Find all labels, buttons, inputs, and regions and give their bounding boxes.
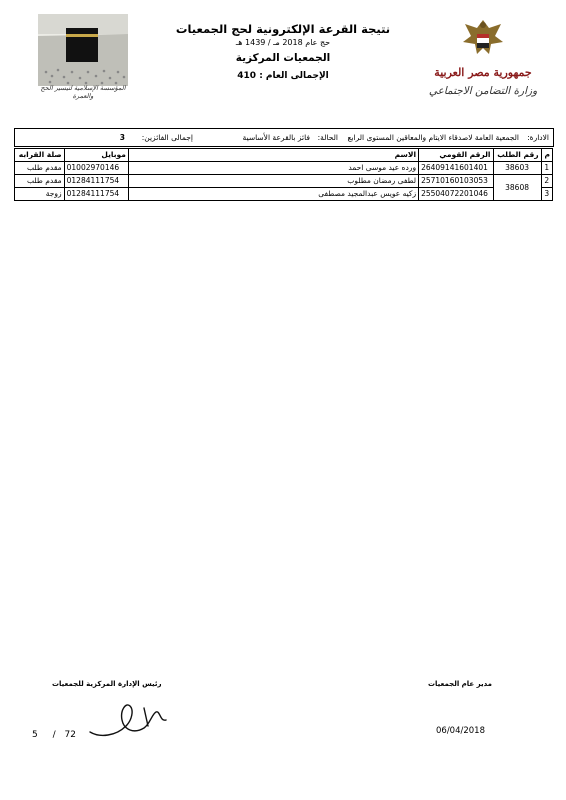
row-national-id: 25504072201046	[419, 188, 493, 201]
row-mobile: 01284111754	[64, 188, 128, 201]
header	[160, 22, 406, 84]
row-index: 2	[541, 175, 552, 188]
row-relation: زوجة	[15, 188, 65, 201]
country-name: جمهورية مصر العربية	[434, 66, 532, 79]
ministry-logo	[428, 14, 538, 108]
table-row	[15, 162, 553, 175]
row-relation: مقدم طلب	[15, 162, 65, 175]
row-request: 38608	[493, 175, 541, 201]
row-name: لطفى رمضان مطلوب	[128, 175, 418, 188]
category-title: الجمعيات المركزية	[235, 52, 331, 64]
table-row	[15, 175, 553, 188]
grand-total-label: الإجمالى العام :	[259, 71, 329, 81]
col-mobile: موبايل	[64, 149, 128, 162]
row-index: 1	[541, 162, 552, 175]
row-relation: مقدم طلب	[15, 175, 65, 188]
winners-label: إجمالى الفائزين:	[141, 133, 193, 142]
row-index: 3	[541, 188, 552, 201]
admin-value: الجمعية العامة لاصدقاء الايتام والمعاقين المستوى الرابع	[347, 133, 519, 142]
foundation-logo	[38, 14, 128, 104]
row-request: 38603	[493, 162, 541, 175]
page-current: 5	[32, 730, 38, 740]
pagination	[32, 730, 76, 740]
row-name: ورده عيد موسى احمد	[128, 162, 418, 175]
status-label: الحالة:	[317, 133, 338, 142]
winners-value: 3	[119, 133, 125, 142]
row-mobile: 01284111754	[64, 175, 128, 188]
table-header-row	[15, 149, 553, 162]
info-bar	[14, 128, 554, 147]
col-index: م	[541, 149, 552, 162]
page-title: نتيجة القرعة الإلكترونية لحج الجمعيات	[175, 22, 391, 36]
col-name: الاسم	[128, 149, 418, 162]
grand-total-value: 410	[237, 71, 257, 81]
grand-total	[160, 68, 406, 84]
page-separator: /	[52, 730, 56, 740]
page-total: 72	[64, 730, 76, 740]
signature-icon	[86, 692, 176, 744]
row-national-id: 26409141601401	[419, 162, 493, 175]
row-name: زكيه عويس عبدالمجيد مصطفى	[128, 188, 418, 201]
kaaba-photo	[38, 14, 128, 86]
table-row	[15, 188, 553, 201]
row-national-id: 25710160103053	[419, 175, 493, 188]
general-manager-title: مدير عام الجمعيات	[428, 680, 493, 688]
foundation-caption: المؤسسة الإسلامية لتيسير الحج والعمرة	[40, 84, 126, 100]
col-request: رقم الطلب	[493, 149, 541, 162]
row-mobile: 01002970146	[64, 162, 128, 175]
page-subtitle: حج عام 2018 مـ / 1439 هـ	[235, 38, 331, 47]
winners-table	[14, 148, 553, 201]
col-national-id: الرقم القومي	[419, 149, 493, 162]
central-admin-head-title: رئيس الإدارة المركزية للجمعيات	[52, 680, 162, 688]
status-value: فائز بالقرعة الأساسية	[242, 133, 310, 142]
ministry-name: وزارة التضامن الاجتماعي	[428, 85, 538, 97]
admin-label: الادارة:	[527, 133, 549, 142]
report-date: 06/04/2018	[436, 726, 485, 736]
col-relation: صلة القرابه	[15, 149, 65, 162]
